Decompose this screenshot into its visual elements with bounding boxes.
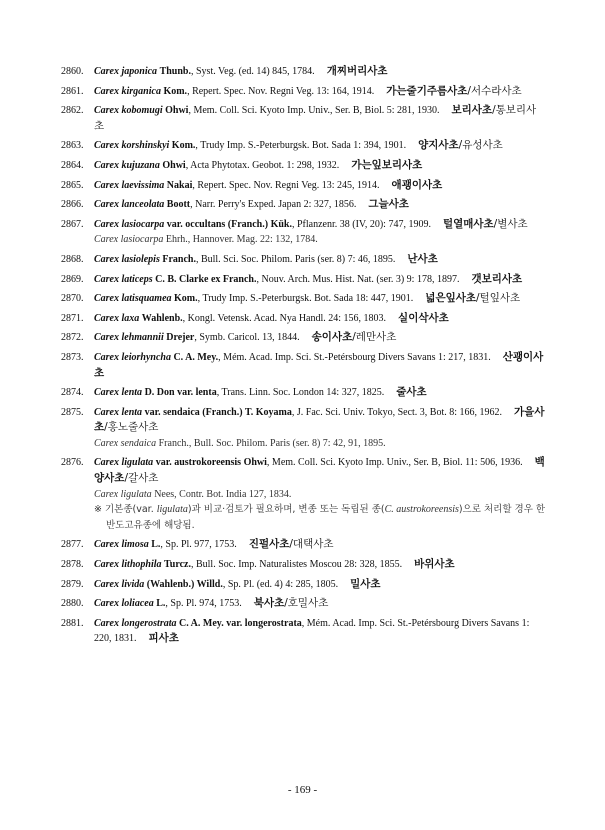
- citation: , Trans. Linn. Soc. London 14: 327, 1825.: [216, 387, 385, 399]
- entry-number: 2866.: [61, 199, 84, 211]
- author: Thunb.: [159, 66, 191, 77]
- species-entry: [61, 385, 546, 401]
- scientific-name: Carex leiorhyncha: [94, 351, 171, 363]
- species-entry: [61, 64, 546, 80]
- korean-name: 산괭이사초: [94, 350, 544, 379]
- entry-main: [94, 311, 546, 327]
- entry-main: [94, 616, 546, 647]
- korean-name: 털열매사초: [442, 217, 494, 230]
- entry-number: 2864.: [61, 159, 84, 171]
- author: C. B. Clarke ex Franch.: [155, 273, 257, 285]
- scientific-name: Carex kirganica: [94, 85, 161, 97]
- entry-main: [94, 330, 546, 346]
- korean-name: 밀사초: [350, 577, 381, 590]
- synonym-name: Carex lasiocarpa: [94, 234, 164, 246]
- korean-name: 진펄사초: [248, 538, 290, 551]
- entry-number: 2877.: [61, 539, 84, 551]
- scientific-name: Carex longerostrata: [94, 617, 177, 629]
- synonym: [94, 232, 546, 248]
- author: Boott: [166, 199, 191, 211]
- scientific-name: Carex latisquamea: [94, 293, 172, 305]
- author: Drejer: [166, 332, 195, 344]
- korean-alt-name: /별사초: [493, 217, 528, 230]
- scientific-name: Carex lasiocarpa: [94, 218, 165, 230]
- entry-main: [94, 178, 546, 194]
- author: Turcz.: [164, 559, 191, 571]
- entry-number: 2879.: [61, 578, 84, 590]
- citation: , Mém. Acad. Imp. Sci. St.-Petérsbourg Divers Savans 1: 220, 1831.: [94, 617, 530, 645]
- citation: , Mem. Coll. Sci. Kyoto Imp. Univ., Ser. B, Biol. 11: 506, 1936.: [266, 457, 523, 469]
- species-entry: [61, 537, 546, 553]
- korean-name: 북사초: [253, 597, 285, 610]
- entry-number: 2873.: [61, 351, 84, 363]
- korean-name: 줄사초: [396, 386, 427, 399]
- entry-number: 2876.: [61, 457, 84, 469]
- korean-name: 애괭이사초: [391, 178, 443, 191]
- entry-main: [94, 217, 546, 233]
- entry-number: 2869.: [61, 273, 84, 285]
- citation: , Acta Phytotax. Geobot. 1: 298, 1932.: [185, 159, 340, 171]
- citation: , Pflanzenr. 38 (IV, 20): 747, 1909.: [291, 218, 431, 230]
- entry-number: 2860.: [61, 66, 84, 77]
- synonym-citation: Nees, Contr. Bot. India 127, 1834.: [151, 488, 292, 500]
- entry-main: [94, 350, 546, 381]
- species-list: [61, 64, 546, 651]
- citation: , Narr. Perry's Exped. Japan 2: 327, 1856.: [190, 199, 357, 211]
- citation: , Sp. Pl. 977, 1753.: [160, 539, 237, 551]
- note-italic: ligulata: [156, 504, 188, 516]
- korean-name: 난사초: [407, 252, 438, 265]
- citation: , Symb. Caricol. 13, 1844.: [194, 332, 300, 344]
- scientific-name: Carex japonica: [94, 66, 158, 77]
- citation: , Nouv. Arch. Mus. Hist. Nat. (ser. 3) 9: 178, 1897.: [256, 273, 460, 285]
- citation: , Bull. Sci. Soc. Philom. Paris (ser. 8) 7: 46, 1895.: [195, 253, 396, 265]
- entry-main: [94, 158, 546, 174]
- entry-main: [94, 272, 546, 288]
- taxonomic-note: [94, 502, 546, 533]
- entry-main: [94, 138, 546, 154]
- citation: , Sp. Pl. (ed. 4) 4: 285, 1805.: [222, 578, 339, 590]
- species-entry: [61, 217, 546, 248]
- synonym: [94, 487, 546, 503]
- korean-name: 피사초: [148, 632, 179, 645]
- synonym: [94, 436, 546, 452]
- citation: , Repert. Spec. Nov. Regni Veg. 13: 164, 1914.: [187, 85, 375, 97]
- korean-name: 보리사초: [451, 104, 493, 117]
- citation: , J. Fac. Sci. Univ. Tokyo, Sect. 3, Bot. 8: 166, 1962.: [291, 406, 503, 418]
- synonym-name: Carex sendaica: [94, 437, 157, 449]
- author: L.: [151, 539, 161, 551]
- scientific-name: Carex limosa: [94, 539, 149, 551]
- species-entry: [61, 252, 546, 268]
- citation: , Trudy Imp. S.-Peterburgsk. Bot. Sada 18: 447, 1901.: [197, 293, 414, 305]
- species-entry: [61, 138, 546, 154]
- author: var. austrokoreensis Ohwi: [155, 457, 267, 469]
- entry-main: [94, 103, 546, 134]
- korean-name: 가을사초: [94, 405, 545, 434]
- korean-alt-name: /대택사초: [289, 538, 334, 551]
- author: C. A. Mey. var. longerostrata: [179, 617, 302, 629]
- entry-number: 2880.: [61, 598, 84, 610]
- entry-number: 2878.: [61, 559, 84, 571]
- author: D. Don var. lenta: [144, 387, 217, 399]
- species-entry: [61, 557, 546, 573]
- entry-main: [94, 405, 546, 436]
- species-entry: [61, 405, 546, 452]
- scientific-name: Carex korshinskyi: [94, 140, 170, 152]
- citation: , Mém. Acad. Imp. Sci. St.-Petérsbourg Divers Savans 1: 217, 1831.: [218, 351, 491, 363]
- citation: , Bull. Soc. Imp. Naturalistes Moscou 28: 328, 1855.: [190, 559, 403, 571]
- entry-number: 2881.: [61, 617, 84, 629]
- species-entry: [61, 291, 546, 307]
- synonym-citation: Ehrh., Hannover. Mag. 22: 132, 1784.: [163, 234, 318, 246]
- entry-main: [94, 577, 546, 593]
- korean-name: 그늘사초: [368, 198, 409, 211]
- korean-name: 개찌버리사초: [326, 65, 388, 77]
- species-entry: [61, 311, 546, 327]
- korean-alt-name: /갈사초: [124, 472, 159, 485]
- entry-main: [94, 84, 546, 100]
- korean-name: 가는줄기주름사초: [386, 84, 468, 97]
- author: Ohwi: [162, 159, 186, 171]
- korean-alt-name: /홍노줄사초: [104, 421, 159, 434]
- note-text: )으로 처리할 경우 한반도고유종에 해당됨.: [106, 504, 546, 531]
- scientific-name: Carex livida: [94, 578, 145, 590]
- scientific-name: Carex lanceolata: [94, 199, 165, 211]
- scientific-name: Carex laevissima: [94, 179, 165, 191]
- korean-alt-name: /호밀사초: [284, 597, 329, 610]
- author: Nakai: [166, 179, 193, 191]
- note-text: ※ 기본종(var.: [94, 504, 157, 516]
- scientific-name: Carex lasiolepis: [94, 253, 160, 265]
- entry-number: 2863.: [61, 140, 84, 152]
- species-entry: [61, 616, 546, 647]
- korean-name: 갯보리사초: [471, 272, 523, 285]
- species-entry: [61, 330, 546, 346]
- species-entry: [61, 596, 546, 612]
- scientific-name: Carex lehmannii: [94, 332, 164, 344]
- entry-main: [94, 537, 546, 553]
- note-text: )과 비교·검토가 필요하며, 변종 또는 독립된 종(: [187, 504, 385, 516]
- entry-main: [94, 455, 546, 486]
- entry-number: 2868.: [61, 253, 84, 265]
- korean-name: 바위사초: [414, 558, 455, 571]
- species-entry: [61, 178, 546, 194]
- korean-name: 백양사초: [94, 456, 545, 485]
- author: var. occultans (Franch.) Kük.: [166, 218, 292, 230]
- citation: , Syst. Veg. (ed. 14) 845, 1784.: [190, 66, 315, 77]
- scientific-name: Carex loliacea: [94, 598, 154, 610]
- entry-number: 2865.: [61, 179, 84, 191]
- scientific-name: Carex laticeps: [94, 273, 153, 285]
- korean-alt-name: /서수라사초: [467, 84, 522, 97]
- synonym-citation: Franch., Bull. Soc. Philom. Paris (ser. 8) 7: 42, 91, 1895.: [156, 437, 386, 449]
- author: C. A. Mey.: [173, 351, 219, 363]
- species-entry: [61, 577, 546, 593]
- page-number: - 169 -: [287, 784, 318, 796]
- author: var. sendaica (Franch.) T. Koyama: [144, 406, 292, 418]
- entry-number: 2870.: [61, 293, 84, 305]
- entry-number: 2872.: [61, 332, 84, 344]
- entry-main: [94, 291, 546, 307]
- author: Kom.: [171, 140, 196, 152]
- author: Wahlenb.: [141, 312, 183, 324]
- entry-main: [94, 385, 546, 401]
- species-entry: [61, 84, 546, 100]
- entry-main: [94, 252, 546, 268]
- korean-alt-name: /레만사초: [352, 331, 397, 344]
- citation: , Trudy Imp. S.-Peterburgsk. Bot. Sada 1: 394, 1901.: [195, 140, 407, 152]
- citation: , Sp. Pl. 974, 1753.: [165, 598, 242, 610]
- korean-name: 송이사초: [311, 331, 353, 344]
- note-italic: C. austrokoreensis: [384, 504, 459, 516]
- author: Franch.: [162, 253, 196, 265]
- species-entry: [61, 272, 546, 288]
- korean-name: 양지사초: [418, 139, 459, 152]
- scientific-name: Carex lithophila: [94, 559, 162, 571]
- scientific-name: Carex ligulata: [94, 457, 154, 469]
- author: L.: [156, 598, 166, 610]
- scientific-name: Carex lenta: [94, 387, 143, 399]
- species-entry: [61, 350, 546, 381]
- entry-main: [94, 197, 546, 213]
- entry-number: 2874.: [61, 387, 84, 399]
- korean-alt-name: /털잎사초: [476, 292, 521, 305]
- citation: , Repert. Spec. Nov. Regni Veg. 13: 245, 1914.: [192, 179, 380, 191]
- korean-name: 넓은잎사초: [425, 292, 477, 305]
- citation: , Kongl. Vetensk. Acad. Nya Handl. 24: 156, 1803.: [182, 312, 387, 324]
- author: (Wahlenb.) Willd.: [146, 578, 223, 590]
- korean-name: 가는잎보리사초: [351, 158, 423, 171]
- korean-name: 실이삭사초: [398, 311, 449, 324]
- author: Kom.: [174, 293, 198, 305]
- entry-number: 2862.: [61, 105, 84, 117]
- scientific-name: Carex kujuzana: [94, 159, 160, 171]
- species-entry: [61, 158, 546, 174]
- species-entry: [61, 103, 546, 134]
- entry-number: 2861.: [61, 85, 84, 97]
- korean-alt-name: /통보리사초: [94, 104, 537, 132]
- species-entry: [61, 197, 546, 213]
- entry-number: 2875.: [61, 406, 84, 418]
- korean-alt-name: /유성사초: [458, 139, 503, 152]
- author: Kom.: [163, 85, 188, 97]
- scientific-name: Carex laxa: [94, 312, 140, 324]
- entry-main: [94, 557, 546, 573]
- citation: , Mem. Coll. Sci. Kyoto Imp. Univ., Ser. B, Biol. 5: 281, 1930.: [188, 105, 440, 117]
- scientific-name: Carex kobomugi: [94, 105, 163, 117]
- entry-main: [94, 64, 546, 80]
- entry-number: 2867.: [61, 218, 84, 230]
- author: Ohwi: [165, 105, 189, 117]
- entry-main: [94, 596, 546, 612]
- entry-number: 2871.: [61, 312, 84, 324]
- synonym-name: Carex ligulata: [94, 488, 152, 500]
- species-entry: [61, 455, 546, 533]
- scientific-name: Carex lenta: [94, 406, 143, 418]
